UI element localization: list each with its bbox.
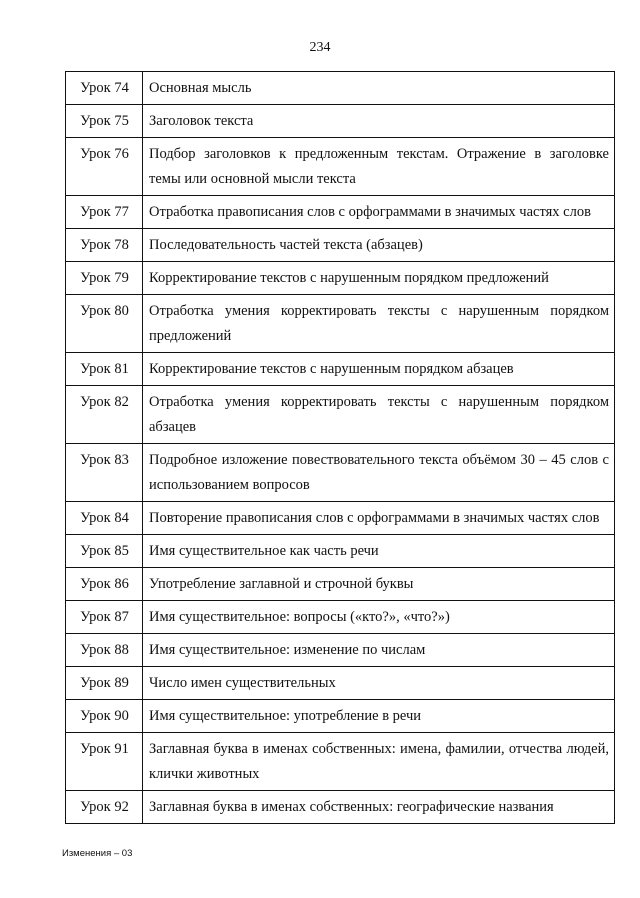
table-row [66, 138, 615, 196]
footer-revision: Изменения – 03 [62, 848, 133, 859]
lesson-topic: Имя существительное: вопросы («кто?», «что?») [143, 601, 615, 634]
lesson-number: Урок 82 [66, 386, 143, 444]
lesson-topic: Имя существительное: употребление в речи [143, 700, 615, 733]
table-row [66, 353, 615, 386]
lesson-number: Урок 83 [66, 444, 143, 502]
lesson-number: Урок 75 [66, 105, 143, 138]
lesson-number: Урок 79 [66, 262, 143, 295]
lesson-number: Урок 84 [66, 502, 143, 535]
table-row [66, 700, 615, 733]
table-row [66, 568, 615, 601]
table-row [66, 295, 615, 353]
lesson-number: Урок 76 [66, 138, 143, 196]
lesson-topic: Заглавная буква в именах собственных: имена, фамилии, отчества людей, клички животных [143, 733, 615, 791]
lesson-number: Урок 86 [66, 568, 143, 601]
lesson-number: Урок 78 [66, 229, 143, 262]
table-row [66, 262, 615, 295]
lesson-number: Урок 74 [66, 72, 143, 105]
table-row [66, 634, 615, 667]
lesson-topic: Основная мысль [143, 72, 615, 105]
lesson-number: Урок 92 [66, 791, 143, 824]
page-number: 234 [309, 40, 331, 55]
lesson-number: Урок 91 [66, 733, 143, 791]
table-row [66, 444, 615, 502]
lesson-topic: Подбор заголовков к предложенным текстам. Отражение в заголовке темы или основной мысли текста [143, 138, 615, 196]
lesson-number: Урок 90 [66, 700, 143, 733]
table-row [66, 386, 615, 444]
lesson-number: Урок 85 [66, 535, 143, 568]
lesson-number: Урок 88 [66, 634, 143, 667]
lesson-topic: Отработка умения корректировать тексты с нарушенным порядком абзацев [143, 386, 615, 444]
lesson-topic: Отработка умения корректировать тексты с нарушенным порядком предложений [143, 295, 615, 353]
lesson-topic: Повторение правописания слов с орфограммами в значимых частях слов [143, 502, 615, 535]
lesson-table-body [66, 72, 615, 824]
table-row [66, 535, 615, 568]
lesson-number: Урок 89 [66, 667, 143, 700]
table-row [66, 601, 615, 634]
table-row [66, 733, 615, 791]
lesson-topic: Подробное изложение повествовательного текста объёмом 30 – 45 слов с использованием вопросов [143, 444, 615, 502]
lesson-table [65, 71, 615, 824]
lesson-topic: Число имен существительных [143, 667, 615, 700]
lesson-topic: Употребление заглавной и строчной буквы [143, 568, 615, 601]
lesson-topic: Заглавная буква в именах собственных: географические названия [143, 791, 615, 824]
lesson-topic: Имя существительное: изменение по числам [143, 634, 615, 667]
lesson-number: Урок 87 [66, 601, 143, 634]
lesson-topic: Последовательность частей текста (абзацев) [143, 229, 615, 262]
lesson-number: Урок 80 [66, 295, 143, 353]
table-row [66, 105, 615, 138]
table-row [66, 72, 615, 105]
lesson-topic: Корректирование текстов с нарушенным порядком абзацев [143, 353, 615, 386]
table-row [66, 196, 615, 229]
lesson-topic: Имя существительное как часть речи [143, 535, 615, 568]
table-row [66, 229, 615, 262]
table-row [66, 791, 615, 824]
table-row [66, 667, 615, 700]
lesson-topic: Отработка правописания слов с орфограммами в значимых частях слов [143, 196, 615, 229]
table-row [66, 502, 615, 535]
lesson-topic: Заголовок текста [143, 105, 615, 138]
lesson-number: Урок 77 [66, 196, 143, 229]
lesson-topic: Корректирование текстов с нарушенным порядком предложений [143, 262, 615, 295]
lesson-number: Урок 81 [66, 353, 143, 386]
